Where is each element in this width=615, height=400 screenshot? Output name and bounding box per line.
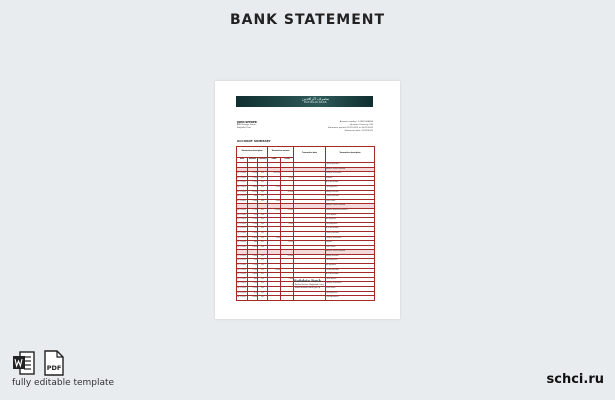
table-cell: 21.11.2022 (237, 273, 248, 278)
table-cell: IQD (258, 259, 268, 264)
pdf-icon-label: PDF (46, 364, 62, 372)
table-cell: 950 (248, 213, 258, 218)
statement-period: Statement period: 01/11/2022 to 30/11/2022 (327, 127, 373, 129)
table-cell: 04.11.2022 (237, 185, 248, 190)
table-cell: 640 (248, 241, 258, 246)
table-cell: Card payment (326, 259, 375, 264)
table-cell: Cash deposit (326, 277, 375, 282)
table-cell: 4,300 (248, 296, 258, 301)
table-cell: 2,000 (281, 277, 294, 282)
table-cell: IQD (258, 227, 268, 232)
pdf-icon[interactable] (42, 349, 66, 377)
group-header: Transaction amount (268, 147, 294, 158)
table-cell: 1,050 (248, 268, 258, 273)
word-icon[interactable] (12, 349, 36, 377)
table-cell: 4,500 (281, 222, 294, 227)
table-cell: 05.11.2022 (237, 190, 248, 195)
table-cell: Transfer to account (326, 172, 375, 177)
table-cell: 920 (248, 259, 258, 264)
table-cell: 19.11.2022 (237, 264, 248, 269)
footer-address: 17 Rashid Street, Baghdad, Iraq (291, 284, 324, 286)
table-cell: 13.11.2022 (237, 231, 248, 236)
statement-date: Statement date: 01/12/2022 (344, 130, 373, 132)
table-cell: Direct debit (326, 245, 375, 250)
table-cell: Card payment (326, 291, 375, 296)
table-cell: 10.11.2022 (237, 218, 248, 223)
table-cell: ATM withdrawal (326, 181, 375, 186)
table-cell: 20.11.2022 (237, 268, 248, 273)
table-cell: Card payment (326, 222, 375, 227)
table-cell: IQD (258, 291, 268, 296)
table-cell: 1,750 (248, 208, 258, 213)
table-cell: Closing balance (326, 296, 375, 301)
table-cell: 09.11.2022 (237, 213, 248, 218)
table-cell: 2,300 (248, 176, 258, 181)
table-cell: 780 (248, 227, 258, 232)
table-cell: IQD (258, 254, 268, 259)
table-cell: 5,100 (281, 176, 294, 181)
statement-preview (215, 81, 400, 319)
account-currency: Account Currency: IQD (350, 124, 373, 126)
table-cell: 16.11.2022 (237, 245, 248, 250)
table-cell: Cash deposit (326, 213, 375, 218)
table-cell: 3,400 (248, 185, 258, 190)
table-cell: 07.11.2022 (237, 199, 248, 204)
table-cell: Opening balance (326, 163, 375, 168)
table-cell: 4,200 (268, 268, 281, 273)
table-cell (294, 296, 326, 301)
table-cell: 560 (248, 195, 258, 200)
table-cell: IQD (258, 172, 268, 177)
customer-address-2: Mayfield Com. (237, 127, 252, 129)
account-summary-title: ACCOUNT SUMMARY (237, 139, 271, 143)
table-cell: 1,300 (248, 254, 258, 259)
table-cell: 2,400 (248, 273, 258, 278)
table-cell: 12,000 (268, 208, 281, 213)
table-cell: 3,100 (248, 218, 258, 223)
table-cell: Online purchase (326, 195, 375, 200)
table-cell: Direct debit (326, 199, 375, 204)
table-cell: 10,000 (281, 190, 294, 195)
site-link[interactable]: schci.ru (546, 372, 604, 387)
table-cell: ATM withdrawal (326, 227, 375, 232)
table-cell: 03.11.2022 (237, 181, 248, 186)
table-cell: 01.11.2022 (237, 172, 248, 177)
column-header: Amount (248, 158, 258, 163)
table-cell: Salary received (326, 190, 375, 195)
table-cell: IQD (258, 195, 268, 200)
table-cell: 410,200 (268, 172, 281, 177)
table-cell: 870 (248, 291, 258, 296)
group-header: Transaction description (237, 147, 268, 158)
table-cell: IQD (258, 208, 268, 213)
table-cell: IQD (258, 273, 268, 278)
customer-name: JOHN SPEKER (237, 121, 257, 124)
table-cell: 3,000 (268, 199, 281, 204)
page-title: BANK STATEMENT (229, 12, 386, 28)
table-cell: IQD (258, 199, 268, 204)
table-cell: IQD (258, 245, 268, 250)
footer-website: www.rafidain-bank.gov.iq (294, 287, 321, 289)
table-cell: 1,200 (268, 236, 281, 241)
table-cell: Direct debit (326, 287, 375, 292)
table-cell: 1,250 (268, 185, 281, 190)
table-cell: 02.11.2022 (237, 176, 248, 181)
table-cell: 25.11.2022 (237, 291, 248, 296)
table-cell: 15.11.2022 (237, 241, 248, 246)
table-cell: IQD (258, 241, 268, 246)
table-cell: IQD (258, 181, 268, 186)
table-cell: 17.11.2022 (237, 254, 248, 259)
table-row (237, 296, 375, 301)
table-cell: IQD (258, 190, 268, 195)
table-cell: Bill payment (326, 264, 375, 269)
customer-address-1: 486 Portage Street, (237, 124, 257, 126)
group-header: Transaction description (326, 147, 375, 163)
table-cell: IQD (258, 296, 268, 301)
table-cell: ATM withdrawal (326, 273, 375, 278)
table-cell: IQD (258, 231, 268, 236)
table-cell: 1,420 (248, 231, 258, 236)
table-cell: 5,000 (248, 236, 258, 241)
table-cell: Card payment (326, 185, 375, 190)
table-cell: 22.11.2022 (237, 277, 248, 282)
table-cell: 26.11.2022 (237, 296, 248, 301)
table-cell: Deposit (326, 241, 375, 246)
table-cell: 2,200 (248, 222, 258, 227)
footer-bank-name: Rafidain Bank (294, 279, 321, 283)
table-cell: IQD (258, 185, 268, 190)
table-cell: Balance carried forward (326, 250, 375, 255)
table-cell: 3,700 (248, 264, 258, 269)
table-cell: IQD (258, 277, 268, 282)
table-cell: 11.11.2022 (237, 222, 248, 227)
table-cell: 23.11.2022 (237, 282, 248, 287)
table-cell: Balance carried forward (326, 167, 375, 172)
column-header: Credit (281, 158, 294, 163)
account-number: Account number: 1-1987-564826 (339, 121, 373, 123)
table-cell: Deposit (326, 176, 375, 181)
table-cell: Online purchase (326, 231, 375, 236)
table-cell: IQD (258, 213, 268, 218)
table-cell: IQD (258, 218, 268, 223)
template-caption: fully editable template (12, 378, 115, 388)
table-cell: 8,100 (281, 241, 294, 246)
table-cell: Salary received (326, 254, 375, 259)
table-cell: 2,000 (248, 199, 258, 204)
table-cell: IQD (258, 268, 268, 273)
table-cell: 14,50 (248, 172, 258, 177)
table-cell: Transfer to account (326, 236, 375, 241)
bank-logo: مصرف الرافدين RAFIDAIN BANK (301, 96, 329, 104)
table-cell: 12,000 (281, 208, 294, 213)
table-cell: 06.11.2022 (237, 195, 248, 200)
table-cell: 1,900 (248, 282, 258, 287)
table-cell: Transfer to account (326, 282, 375, 287)
table-cell: Balance carried forward (326, 204, 375, 209)
table-cell: IQD (258, 176, 268, 181)
table-cell: 08.11.2022 (237, 208, 248, 213)
table-cell: 18.11.2022 (237, 259, 248, 264)
customer-details (237, 121, 257, 130)
table-cell: 3,250 (248, 287, 258, 292)
column-header: Date (237, 158, 248, 163)
table-cell: IQD (258, 287, 268, 292)
table-cell: 14.11.2022 (237, 236, 248, 241)
table-cell: 2,850 (248, 245, 258, 250)
column-header: Currency (258, 158, 268, 163)
bank-banner (236, 96, 373, 107)
table-cell (281, 296, 294, 301)
table-cell: 600 (248, 277, 258, 282)
table-cell: IQD (258, 282, 268, 287)
table-cell: 12.11.2022 (237, 227, 248, 232)
table-cell: IQD (258, 222, 268, 227)
table-cell: 24.11.2022 (237, 287, 248, 292)
table-cell: Bill payment (326, 218, 375, 223)
column-header: Debit (268, 158, 281, 163)
statement-footer (215, 279, 400, 290)
table-cell (268, 296, 281, 301)
table-cell: 20,000 (281, 254, 294, 259)
group-header: Transaction date (294, 147, 326, 163)
table-cell: 4,100 (248, 190, 258, 195)
table-cell: 1,230 (248, 181, 258, 186)
table-cell: IQD (258, 236, 268, 241)
table-cell: Transfer between accounts (326, 208, 375, 213)
table-cell: Online purchase (326, 268, 375, 273)
table-cell: IQD (258, 264, 268, 269)
account-details (328, 121, 373, 133)
